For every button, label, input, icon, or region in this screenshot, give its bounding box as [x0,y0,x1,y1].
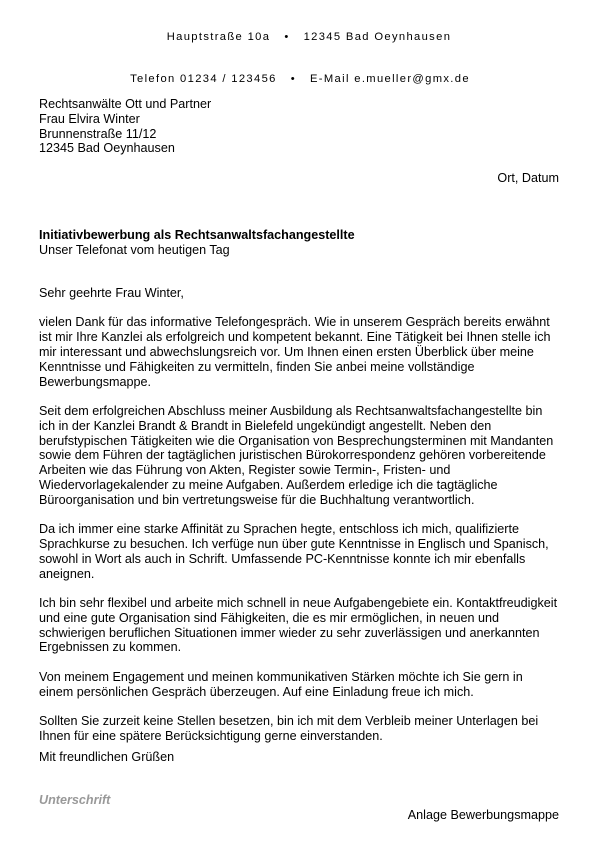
enclosure-note: Anlage Bewerbungsmappe [407,808,559,822]
sender-street: Hauptstraße 10a [166,31,271,43]
sender-phone: Telefon 01234 / 123456 [130,73,277,85]
body-line: ich in der Kanzlei Brandt & Brandt in Bielefeld ungekündigt angestellt. Neben den [39,418,492,433]
subject-block [39,228,355,258]
body-line: Seit dem erfolgreichen Abschluss meiner Ausbildung als Rechtsanwaltsfachangestellte bin [39,403,543,418]
body-line: Sprachkurse zu besuchen. Ich verfüge nun über gute Kenntnisse in Englisch und Spanisch, [39,536,549,551]
body-line: Ergebnissen zu kommen. [39,640,182,655]
recipient-line: Rechtsanwälte Ott und Partner [39,97,212,111]
separator-dot: • [284,31,290,43]
separator-dot: • [290,73,296,85]
recipient-line: 12345 Bad Oeynhausen [39,141,175,156]
subject-title: Initiativbewerbung als Rechtsanwaltsfachangestellte [39,228,355,242]
letter-body [39,286,564,758]
body-line: Wiedervorlagekalender zu meine Aufgaben. Außerdem erledige ich die tagtägliche [39,477,498,492]
body-line: Da ich immer eine starke Affinität zu Sprachen hegte, entschloss ich mich, qualifizierte [39,522,519,537]
recipient-address [39,97,211,156]
body-paragraph [39,670,564,700]
body-line: Von meinem Engagement und meinen kommunikativen Stärken möchte ich Sie gern in [39,669,523,684]
body-line: schwierigen beruflichen Situationen immer wieder zu sehr zuverlässigen und anerkannten [39,625,540,640]
body-line: ist mir Ihre Kanzlei als erfolgreich und kompetent bekannt. Eine Tätigkeit bei Ihnen stelle ich [39,330,551,345]
closing-phrase: Mit freundlichen Grüßen [39,750,175,764]
body-line: Ihnen für eine spätere Berücksichtigung gerne einverstanden. [39,728,383,743]
body-line: einem persönlichen Gespräch überzeugen. Auf eine Einladung freue ich mich. [39,684,474,699]
body-paragraph [39,596,564,655]
body-line: Sollten Sie zurzeit keine Stellen besetzen, bin ich mit dem Verbleib meiner Unterlagen bei [39,713,539,728]
letterhead-contact-line [0,72,600,86]
body-paragraph [39,714,564,744]
body-paragraph [39,522,564,581]
body-line: Kenntnisse und Fähigkeiten zu vermitteln, finden Sie anbei meine vollständige [39,359,475,374]
signature-placeholder: Unterschrift [39,793,111,807]
body-line: sowohl in Wort als auch in Schrift. Umfassende PC-Kenntnisse konnte ich mir ebenfalls [39,551,526,566]
recipient-line: Brunnenstraße 11/12 [39,126,157,141]
body-line: Bewerbungsmappe. [39,374,152,389]
recipient-line: Frau Elvira Winter [39,111,140,126]
body-line: Arbeiten wie das Führung von Akten, Register sowie Termin-, Fristen- und [39,463,451,478]
sender-city: 12345 Bad Oeynhausen [303,31,452,43]
body-paragraph [39,404,564,508]
body-line: vielen Dank für das informative Telefongespräch. Wie in unserem Gespräch bereits erwähnt [39,315,550,330]
body-line: und eine gute Organisation sind Fähigkeiten, die es mir ermöglichen, in neuen und [39,610,499,625]
salutation: Sehr geehrte Frau Winter, [39,286,184,300]
body-line: mir interessant und abwechslungsreich vor. Um Ihnen einen ersten Überblick über meine [39,344,534,359]
subject-reference: Unser Telefonat vom heutigen Tag [39,242,230,257]
body-line: Ich bin sehr flexibel und arbeite mich schnell in neue Aufgabengebiete ein. Kontaktfreudigkeit [39,595,558,610]
body-line: sowie dem Führen der tagtäglichen juristischen Bürokorrespondenz gehören vorbereitende [39,448,546,463]
body-line: Büroorganisation und bin vertretungsweise für die Buchhaltung verantwortlich. [39,492,475,507]
letterhead-address-line [0,30,600,44]
letterhead [0,2,600,100]
body-line: aneignen. [39,566,95,581]
letter-date: Ort, Datum [497,171,559,185]
sender-email: E-Mail e.mueller@gmx.de [310,73,470,85]
body-line: berufstypischen Tätigkeiten wie die Organisation von Besprechungsterminen mit Mandanten [39,433,554,448]
body-paragraph [39,315,564,389]
